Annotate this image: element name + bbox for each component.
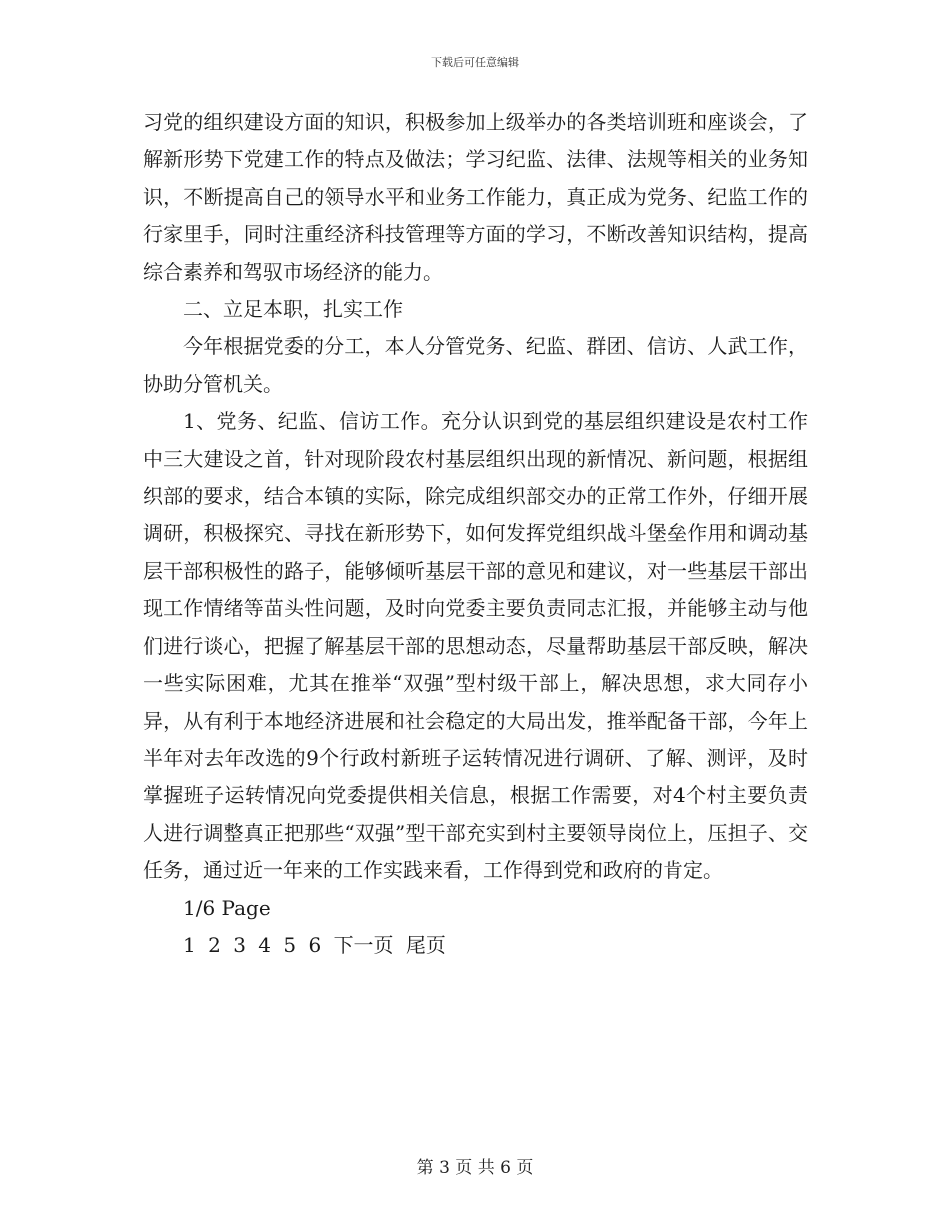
last-page-link[interactable]: 尾页 (405, 932, 446, 957)
page-link-6[interactable]: 6 (308, 932, 322, 957)
document-body (143, 104, 808, 964)
header-note: 下载后可任意编辑 (431, 56, 519, 69)
page-link-3[interactable]: 3 (233, 932, 246, 957)
paragraph: 习党的组织建设方面的知识，积极参加上级举办的各类培训班和座谈会，了解新形势下党建工作的特点及做法；学习纪监、法律、法规等相关的业务知识，不断提高自己的领导水平和业务工作能力，真正成为党务、纪监工作的行家里手，同时注重经济科技管理等方面的学习，不断改善知识结构，提高综合素养和驾驭市场经济的能力。 (143, 110, 808, 284)
pagination (143, 927, 808, 964)
next-page-link[interactable]: 下一页 (333, 932, 394, 957)
page-indicator: 1/6 Page (183, 895, 271, 920)
paragraph: 今年根据党委的分工，本人分管党务、纪监、群团、信访、人武工作，协助分管机关。 (143, 334, 808, 396)
page-link-5[interactable]: 5 (283, 932, 297, 957)
paragraph: 1、党务、纪监、信访工作。充分认识到党的基层组织建设是农村工作中三大建设之首，针对现阶段农村基层组织出现的新情况、新问题，根据组织部的要求，结合本镇的实际，除完成组织部交办的正常工作外，仔细开展调研，积极探究、寻找在新形势下，如何发挥党组织战斗堡垒作用和调动基层干部积极性的路子，能够倾听基层干部的意见和建议，对一些基层干部出现工作情绪等苗头性问题，及时向党委主要负责同志汇报，并能够主动与他们进行谈心，把握了解基层干部的思想动态，尽量帮助基层干部反映，解决一些实际困难，尤其在推举“双强”型村级干部上，解决思想，求大同存小异，从有利于本地经济进展和社会稳定的大局出发，推举配备干部，今年上半年对去年改选的9个行政村新班子运转情况进行调研、了解、测评，及时掌握班子运转情况向党委提供相关信息，根据工作需要，对4个村主要负责人进行调整真正把那些“双强”型干部充实到村主要领导岗位上，压担子、交任务，通过近一年来的工作实践来看，工作得到党和政府的肯定。 (143, 409, 808, 883)
page-footer: 第 3 页 共 6 页 (416, 1158, 534, 1178)
page-link-1[interactable]: 1 (183, 932, 196, 957)
section-heading: 二、立足本职，扎实工作 (183, 297, 403, 322)
page-link-4[interactable]: 4 (258, 932, 272, 957)
page-link-2[interactable]: 2 (208, 932, 221, 957)
